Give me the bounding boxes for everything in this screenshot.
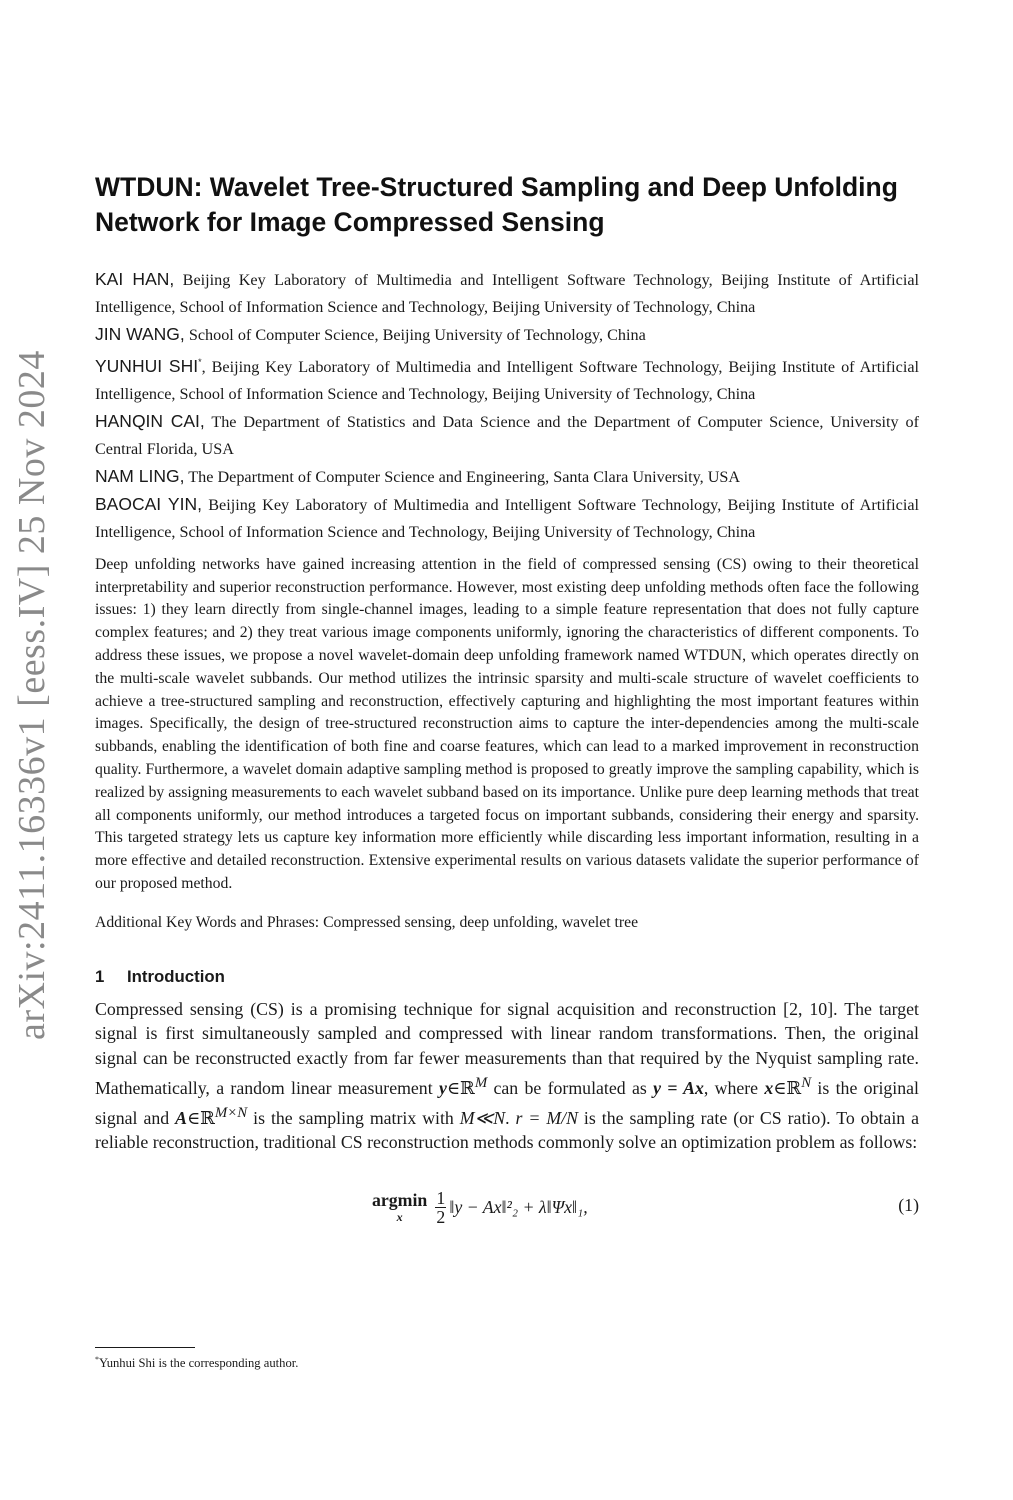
paper-page	[95, 170, 919, 1233]
fraction	[435, 1189, 446, 1226]
argmin-subscript: x	[396, 1210, 403, 1225]
paper-title: WTDUN: Wavelet Tree-Structured Sampling and Deep Unfolding Network for Image Compressed Sensing	[95, 172, 898, 237]
author-affiliation: Beijing Key Laboratory of Multimedia and Intelligent Software Technology, Beijing Institute of Artificial Intelligence, School of Information Science and Technology, Beijing University of Technology, China	[95, 271, 919, 316]
intro-text: is the sampling rate (or CS ratio). To obtain a reliable reconstruction, traditional CS reconstruction methods commonly solve an optimization problem as follows:	[95, 1107, 920, 1153]
footnote	[95, 1352, 298, 1371]
author-list	[95, 266, 919, 546]
math-symbol: x	[764, 1077, 774, 1098]
math-expression: y = Ax	[653, 1077, 704, 1098]
author-affiliation: , Beijing Key Laboratory of Multimedia and Intelligent Software Technology, Beijing Institute of Artificial Intelligence, School of Information Science and Technology, Beijing University of Technology, China	[95, 357, 919, 403]
fraction-numerator: 1	[436, 1187, 446, 1208]
equation-1	[95, 1181, 919, 1233]
intro-text: , where	[703, 1077, 765, 1098]
author-affiliation: Beijing Key Laboratory of Multimedia and Intelligent Software Technology, Beijing Institute of Artificial Intelligence, School of Information Science and Technology, Beijing University of Technology, China	[95, 495, 919, 541]
intro-text: can be formulated as	[487, 1077, 654, 1098]
intro-text: .	[505, 1107, 516, 1128]
author-name-text: YUNHUI SHI	[95, 355, 199, 376]
author-entry	[95, 349, 919, 408]
math-symbol: ∈ℝ	[446, 1077, 475, 1098]
footnote-text: Yunhui Shi is the corresponding author.	[99, 1356, 299, 1371]
corresponding-mark: *	[198, 357, 202, 367]
section-title: Introduction	[127, 966, 225, 986]
section-number: 1	[95, 966, 105, 986]
math-symbol: ∈ℝ	[773, 1077, 802, 1098]
footnote-mark: *	[95, 1355, 99, 1364]
author-entry	[95, 463, 919, 491]
author-affiliation: The Department of Statistics and Data Science and the Department of Computer Science, University of Central Florida, USA	[95, 412, 919, 458]
abstract: Deep unfolding networks have gained increasing attention in the field of compressed sensing (CS) owing to their theoretical interpretability and superior reconstruction performance. However, most existing deep unfolding methods often face the following issues: 1) they learn directly from single-channel images, leading to a simple feature representation that does not fully capture complex features; and 2) they treat various image components uniformly, ignoring the characteristics of different components. To address these issues, we propose a novel wavelet-domain deep unfolding framework named WTDUN, which operates directly on the multi-scale wavelet subbands. Our method utilizes the intrinsic sparsity and multi-scale structure of wavelet coefficients to achieve a tree-structured sampling and reconstruction, effectively capturing and highlighting the most important features within images. Specifically, the design of tree-structured reconstruction aims to capture the inter-dependencies among the multi-scale subbands, enabling the identification of both fine and coarse features, which can lead to a marked improvement in reconstruction quality. Furthermore, a wavelet domain adaptive sampling method is proposed to greatly improve the sampling capability, which is realized by assigning measurements to each wavelet subband based on its importance. Unlike pure deep learning methods that treat all components uniformly, our method introduces a targeted focus on important subbands, considering their energy and sparsity. This targeted strategy lets us capture key information more efficiently while discarding less important information, resulting in a more effective and detailed reconstruction. Extensive experimental results on various datasets validate the superior performance of our proposed method.	[95, 555, 919, 892]
author-name: NAM LING,	[95, 465, 185, 486]
intro-paragraph	[95, 997, 919, 1156]
author-entry	[95, 266, 919, 321]
equation-body	[372, 1181, 588, 1233]
argmin-operator	[372, 1190, 427, 1224]
author-affiliation: The Department of Computer Science and Engineering, Santa Clara University, USA	[188, 467, 741, 486]
equation-expression: ‖y − Ax‖²₂ + λ‖Ψx‖₁,	[449, 1196, 588, 1217]
math-symbol: M×N	[214, 1104, 248, 1121]
arxiv-identifier: arXiv:2411.16336v1 [eess.IV] 25 Nov 2024	[11, 350, 53, 1040]
author-affiliation: School of Computer Science, Beijing University of Technology, China	[188, 326, 646, 344]
math-symbol: y	[438, 1077, 447, 1098]
author-entry	[95, 491, 919, 546]
math-symbol: ∈ℝ	[186, 1107, 215, 1128]
fraction-denominator: 2	[436, 1206, 446, 1227]
author-name	[95, 356, 202, 376]
author-name: HANQIN CAI,	[95, 410, 205, 431]
author-entry	[95, 408, 919, 463]
intro-text: Compressed sensing (CS) is a promising technique for signal acquisition and reconstruction [2, 10]. The target signal is first simultaneously sampled and compressed with linear random transformations. Then, the original signal can be reconstructed exactly from far fewer measurements than that required by the Nyquist sampling rate. Mathematically, a random linear measurement	[95, 998, 919, 1098]
footnote-rule	[95, 1347, 195, 1348]
equation-number: (1)	[898, 1195, 919, 1216]
keywords: Additional Key Words and Phrases: Compressed sensing, deep unfolding, wavelet tree	[95, 913, 639, 931]
argmin-label: argmin	[372, 1190, 428, 1211]
author-entry	[95, 321, 919, 349]
author-name: BAOCAI YIN,	[95, 493, 202, 514]
author-name: JIN WANG,	[95, 324, 185, 344]
math-expression: r = M/N	[515, 1107, 578, 1128]
math-symbol: A	[175, 1107, 187, 1128]
section-heading	[95, 966, 919, 988]
author-name: KAI HAN,	[95, 269, 175, 289]
math-expression: M≪N	[459, 1107, 506, 1128]
intro-text: is the sampling matrix with	[247, 1107, 460, 1128]
math-symbol: N	[801, 1074, 812, 1091]
math-symbol: M	[474, 1074, 488, 1091]
intro-text: is the original signal and	[95, 1077, 919, 1128]
